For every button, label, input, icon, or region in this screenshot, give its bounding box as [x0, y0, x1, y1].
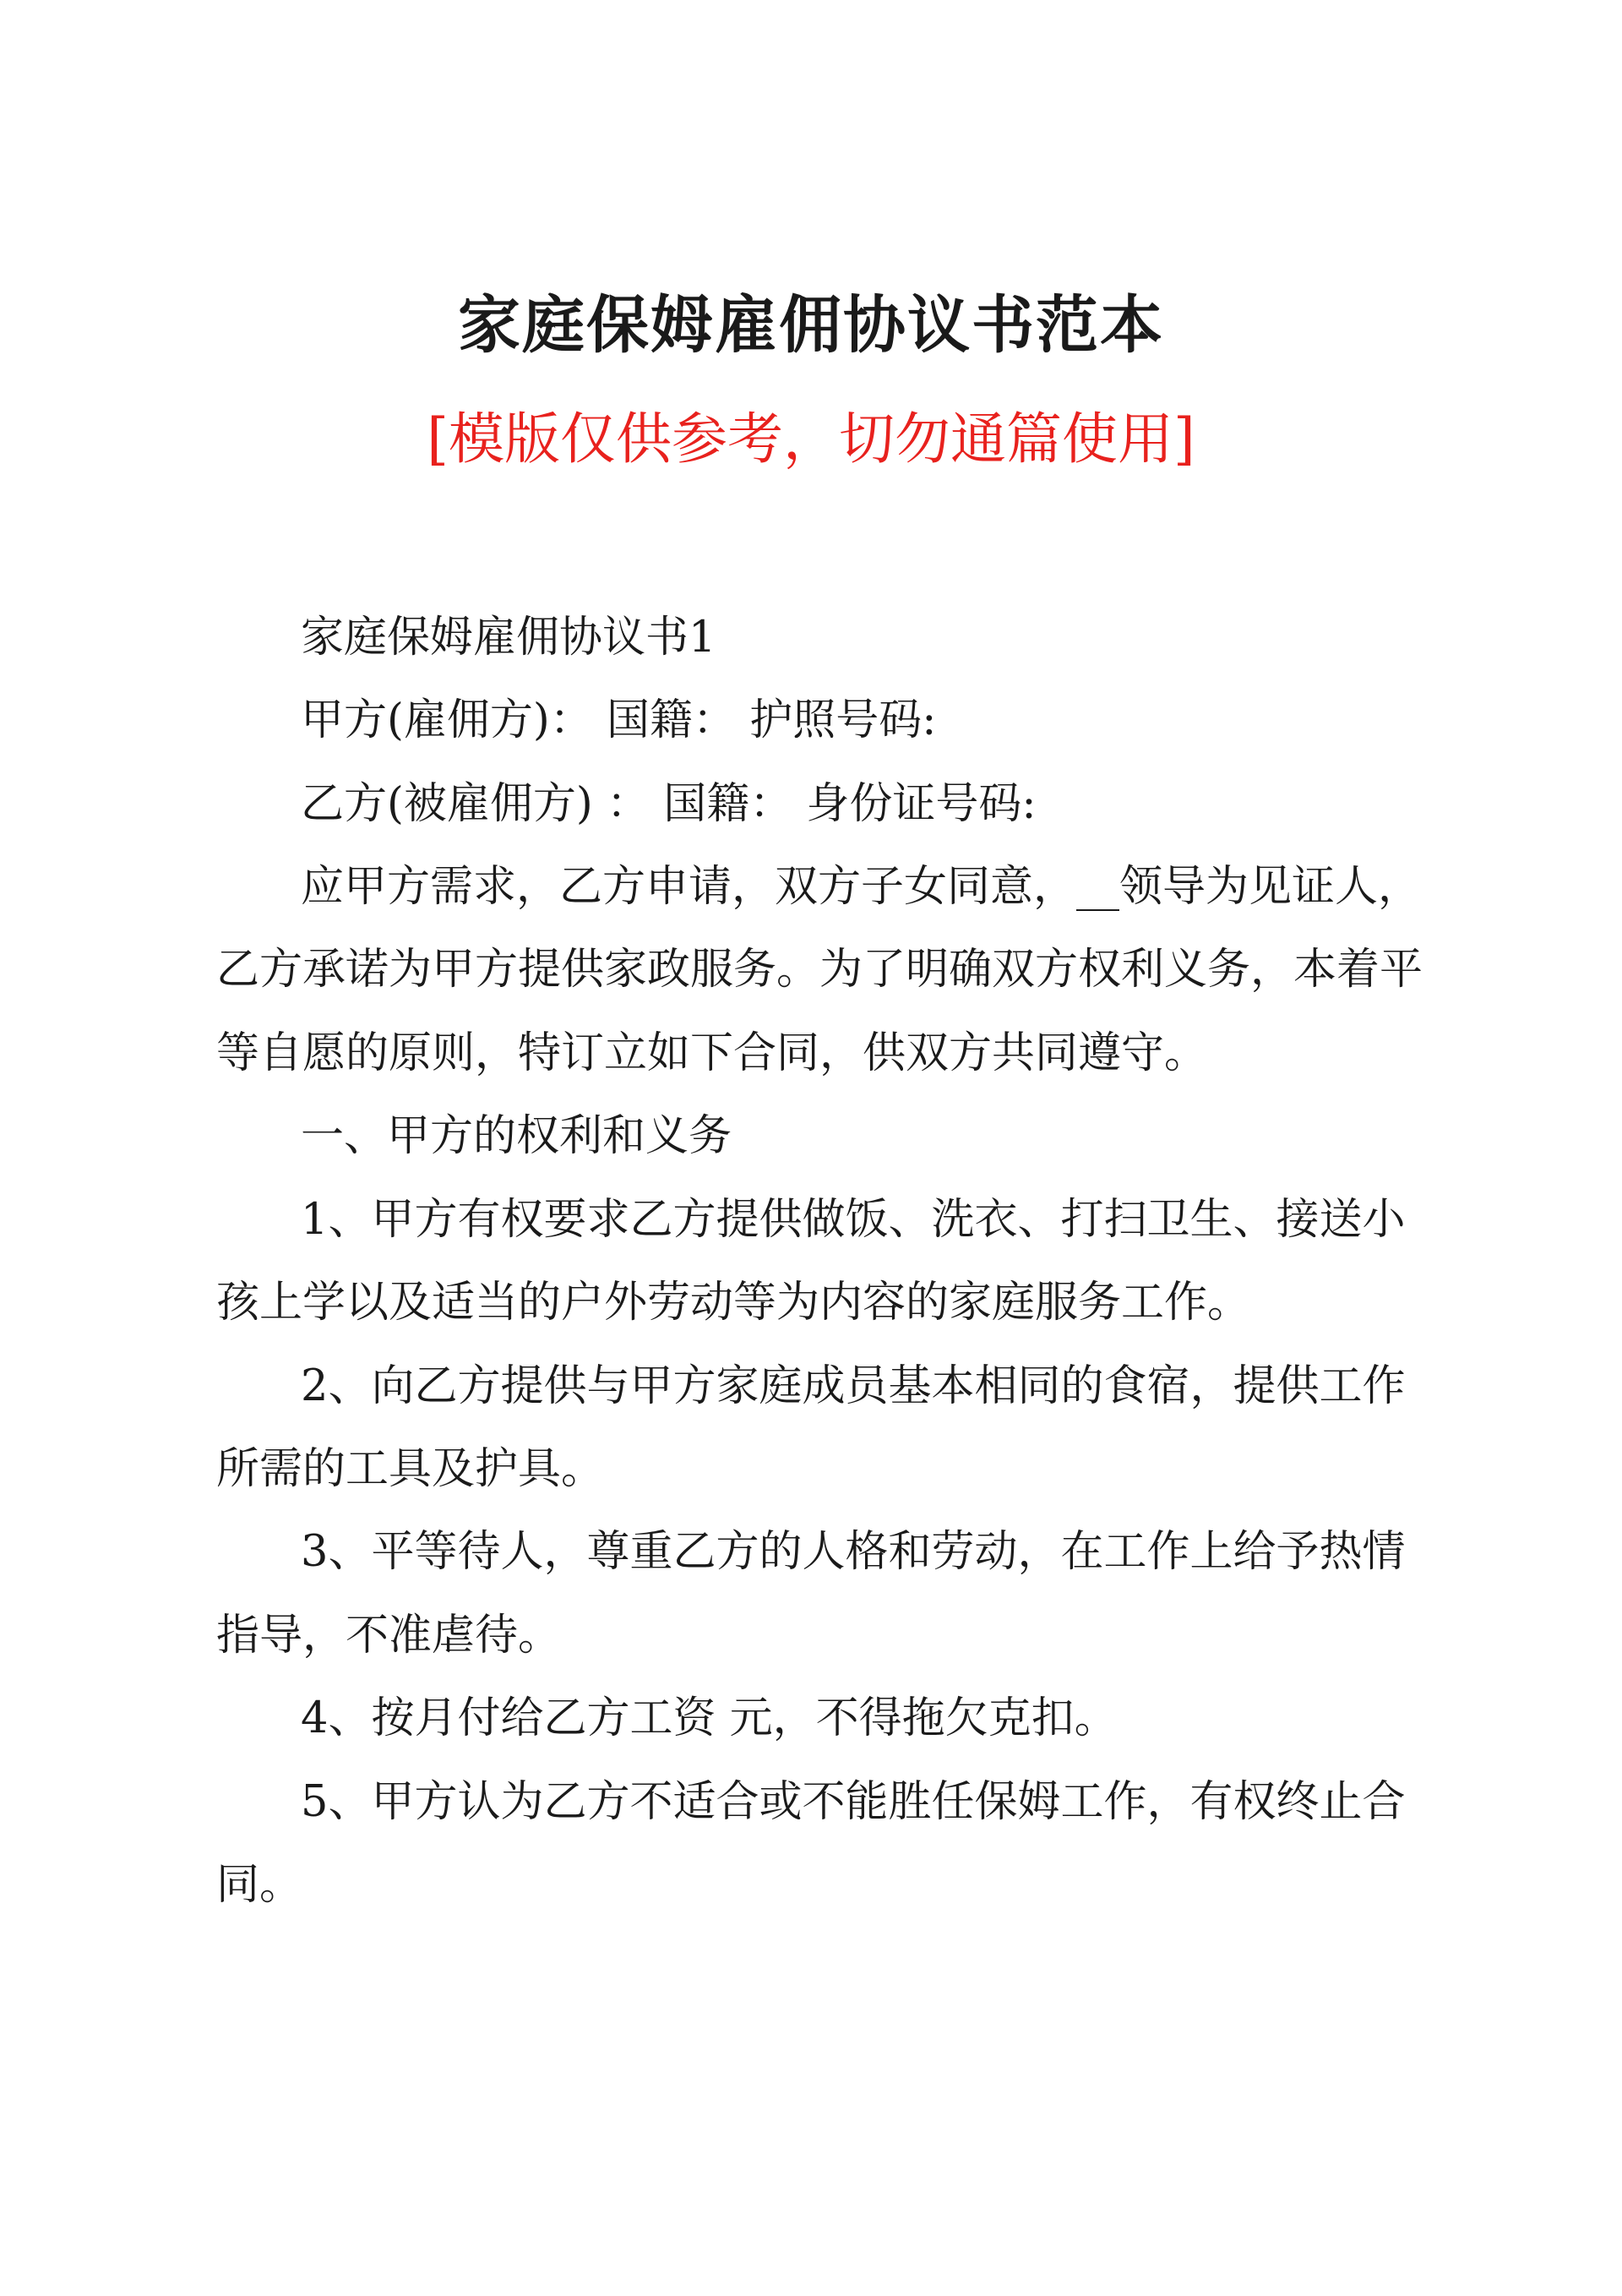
agreement-heading: 家庭保姆雇佣协议书1 [301, 613, 716, 663]
clause-1-line-1: 1、甲方有权要求乙方提供做饭、洗衣、打扫卫生、接送小 [301, 1195, 1406, 1245]
preamble-line-2: 乙方承诺为甲方提供家政服务。为了明确双方权利义务，本着平 [216, 945, 1423, 995]
preamble-line-3: 等自愿的原则，特订立如下合同，供双方共同遵守。 [216, 1028, 1208, 1078]
clause-5-line-1: 5、甲方认为乙方不适合或不能胜任保姆工作，有权终止合 [301, 1777, 1406, 1827]
clause-1-line-2: 孩上学以及适当的户外劳动等为内容的家庭服务工作。 [216, 1278, 1251, 1328]
clause-3-line-2: 指导，不准虐待。 [216, 1611, 562, 1661]
party-b-line: 乙方(被雇佣方) ： 国籍： 身份证号码: [301, 779, 1037, 829]
document-title: 家庭保姆雇佣协议书范本 [458, 289, 1164, 362]
template-notice: [模版仅供参考，切勿通篇使用] [427, 406, 1195, 472]
clause-3-line-1: 3、平等待人，尊重乙方的人格和劳动，在工作上给予热情 [301, 1527, 1406, 1577]
clause-5-line-2: 同。 [216, 1860, 303, 1910]
section-heading-1: 一、甲方的权利和义务 [301, 1111, 732, 1161]
clause-4-line-1: 4、按月付给乙方工资 元，不得拖欠克扣。 [301, 1693, 1118, 1743]
clause-2-line-1: 2、向乙方提供与甲方家庭成员基本相同的食宿，提供工作 [301, 1361, 1406, 1411]
clause-2-line-2: 所需的工具及护具。 [216, 1444, 605, 1494]
preamble-line-1: 应甲方需求，乙方申请，双方子女同意，__领导为见证人， [301, 862, 1422, 912]
party-a-line: 甲方(雇佣方)： 国籍： 护照号码: [301, 695, 937, 745]
